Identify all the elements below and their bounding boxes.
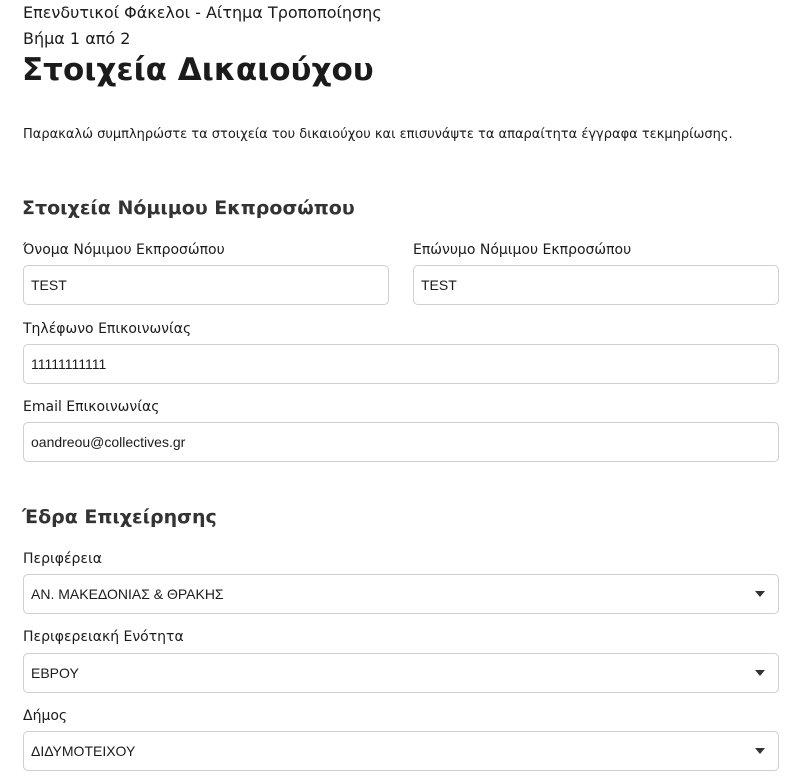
phone-label: Τηλέφωνο Επικοινωνίας	[23, 321, 192, 337]
first-name-value: TEST	[31, 277, 67, 293]
email-label: Email Επικοινωνίας	[23, 399, 160, 415]
region-label: Περιφέρεια	[23, 551, 102, 567]
last-name-value: TEST	[421, 277, 457, 293]
region-select[interactable]	[23, 574, 779, 614]
regional-unit-value: ΕΒΡΟΥ	[31, 665, 79, 681]
breadcrumb: Επενδυτικοί Φάκελοι - Αίτημα Τροποποίησης	[23, 3, 382, 22]
email-input[interactable]	[23, 422, 779, 462]
regional-unit-label: Περιφερειακή Ενότητα	[23, 629, 184, 645]
chevron-down-icon	[755, 670, 765, 676]
municipality-select[interactable]	[23, 731, 779, 771]
municipality-label: Δήμος	[23, 708, 68, 724]
section-title-legal-rep: Στοιχεία Νόμιμου Εκπροσώπου	[22, 197, 355, 219]
chevron-down-icon	[755, 748, 765, 754]
region-value: ΑΝ. ΜΑΚΕΔΟΝΙΑΣ & ΘΡΑΚΗΣ	[31, 586, 224, 602]
page-title: Στοιχεία Δικαιούχου	[22, 52, 374, 88]
section-title-business-seat: Έδρα Επιχείρησης	[22, 506, 217, 528]
chevron-down-icon	[755, 591, 765, 597]
phone-input[interactable]	[23, 344, 779, 384]
intro-text: Παρακαλώ συμπληρώστε τα στοιχεία του δικαιούχου και επισυνάψτε τα απαραίτητα έγγραφα τεκμηρίωσης.	[23, 127, 733, 142]
first-name-label: Όνομα Νόμιμου Εκπροσώπου	[23, 242, 225, 258]
municipality-value: ΔΙΔΥΜΟΤΕΙΧΟΥ	[31, 743, 136, 759]
last-name-label: Επώνυμο Νόμιμου Εκπροσώπου	[413, 242, 632, 258]
email-value: oandreou@collectives.gr	[31, 434, 186, 450]
first-name-input[interactable]	[23, 265, 389, 305]
phone-value: 11111111111	[31, 356, 107, 372]
last-name-input[interactable]	[413, 265, 779, 305]
regional-unit-select[interactable]	[23, 653, 779, 693]
step-indicator: Βήμα 1 από 2	[23, 29, 131, 48]
